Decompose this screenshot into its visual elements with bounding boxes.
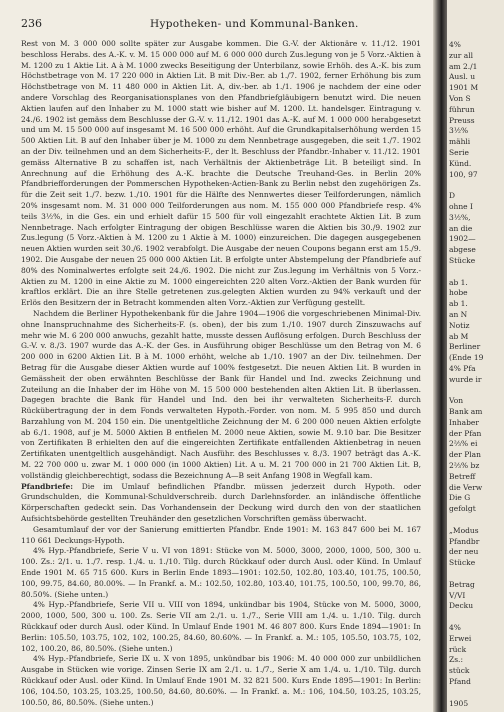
facing-page-line: 4% <box>449 40 461 49</box>
facing-page-line: 3½% <box>449 126 469 136</box>
facing-page-line: gefolgt <box>449 504 476 514</box>
facing-page-line: ab M <box>449 331 469 341</box>
facing-page-line: Von S <box>449 93 471 103</box>
section-label: Pfandbriefe: <box>21 481 74 491</box>
facing-page-line: die Verw <box>449 482 483 492</box>
page-header <box>0 17 433 31</box>
paragraph: Gesamtumlauf der vor der Sanierung emittierten Pfandbr. Ende 1901: M. 163 847 600 bei M. 167 110 661 Deckungs-Hypoth. <box>21 524 421 545</box>
paragraph: Nachdem die Berliner Hypothekenbank für die Jahre 1904—1906 die vorgeschriebenen Minimal-Div. ohne Inanspruchnahme des Sicherheits-F. (s. oben), der bis zum 1./10. 1907 durch Zinszuwachs auf mehr wie M. 6 200 000 anwuchs, gezahlt hatte, musste dessen Auflösung erfolgen. Durch Beschluss der G.-V. v. 8./3. 1907 wurde das A.-K. der Ges. in Ausführung obiger Beschlüsse um den Betrag von M. 6 200 000 in 6200 Aktien Lit. B à M. 1000 erhöht, welche ab 1./10. 1907 an der Div. teilnehmen. Der Betrag für die Ausgabe dieser Aktien wurde auf 100% festgesetzt. Die neuen Aktien Lit. B wurden in Gemässheit der oben erwähnten Beschlüsse der Bank für Handel und Ind. zwecks Zeichnung und Zuteilung an die Inhaber der im Höhe von M. 15 500 000 bestehenden alten Aktien Lit. B überlassen. Dagegen brachte die Bank für Handel und Ind. den bei ihr verwalteten Sicherheits-F. durch Rückübertragung der in dem Fonds verwalteten Hypoth.-Forder. von nom. M. 5 995 850 und durch Barzahlung von M. 204 150 ein. Die unentgeltliche Zeichnung der M. 6 200 000 neuen Aktien erfolgte ab 6./1. 1908, auf je M. 5000 Aktien B entfielen M. 2000 neue Aktien, sowie M. 9.10 bar. Die Besitzer von Zertifikaten B erhielten den auf die eingereichten Zertifikate entfallenden Aktienbetrag in neuen Zertifikaten unentgeltlich ausgehändigt. Nach Ausführ. des Beschlusses v. 8./3. 1907 beträgt das A.-K. M. 22 700 000 u. zwar M. 1 000 000 (in 1000 Aktien) Lit. A u. M. 21 700 000 in 21 700 Aktien Lit. B, vollständig gleichberechtigt, sodass die Bezeichnung A—B seit Anfang 1908 in Wegfall kam. <box>21 308 421 480</box>
facing-page-line: V/VI <box>449 590 466 600</box>
facing-page-line: D <box>449 191 456 201</box>
paragraph-text: Die im Umlauf befindlichen Pfandbr. müssen jederzeit durch Hypoth. oder Grundschulden, die Kommunal-Schuldverschreib. durch Darlehnsforder. an inländische öffentliche Körperschaften gedeckt sein. Das Vorhandensein der Deckung wird durch den von der staatlichen Aufsichtsbehörde gestellten Treuhänder den gesetzlichen Vorschriften gemäss überwacht. <box>21 481 421 524</box>
facing-page-line: Bank am <box>449 407 483 417</box>
facing-page-line: ab 1. <box>449 299 468 309</box>
paragraph-pfandbriefe <box>21 482 421 525</box>
facing-page-line <box>447 386 504 397</box>
facing-page-line: der Plan <box>449 450 481 460</box>
facing-page-line: Von <box>449 396 464 406</box>
paragraph: 4% Hyp.-Pfandbriefe, Serie VII u. VIII von 1894, unkündbar bis 1904, Stücke von M. 5000, 3000, 2000, 1000, 500, 300 u. 100. Zs. Serie VII am 2./1. u. 1./7., Serie VIII am 1./4. u. 1./10. Tilg. durch Rückkauf oder durch Ausl. oder Künd. In Umlauf Ende 1901 M. 46 807 800. Kurs Ende 1894—1901: In Berlin: 105.50, 103.75, 102, 102, 100.25, 84.60, 80.60%. — In Frankf. a. M.: 105, 105.50, 103.75, 102, 102, 100.20, 86, 80.50%. (Siehe unten.) <box>21 600 421 653</box>
facing-page-line: Die G <box>449 493 471 503</box>
page-number: 236 <box>21 17 42 30</box>
facing-page-line: (Ende 19 <box>449 353 484 363</box>
facing-page-line: Berliner <box>449 342 481 352</box>
facing-page-line: Erwei <box>449 633 472 643</box>
facing-page-line: Stücke <box>449 558 476 568</box>
facing-page-line <box>447 267 504 278</box>
facing-page-line: Stücke <box>449 255 476 265</box>
facing-page-line: mähli <box>449 137 471 147</box>
facing-page-text <box>447 40 504 709</box>
facing-page-line: an N <box>449 309 468 319</box>
facing-page-line: 4% Pfa <box>449 363 476 373</box>
paragraph: 4% Hyp.-Pfandbriefe, Serie IX u. X von 1895, unkündbar bis 1906: M. 40 000 000 zur unbildlichen Ausgabe in Stücken wie vorige. Zinsen Serie IX am 2./1. u. 1./7., Serie X am 1./4. u. 1./10. Tilg. durch Rückkauf oder Ausl. oder Künd. In Umlauf Ende 1901 M. 32 821 500. Kurs Ende 1895—1901: In Berlin: 106, 104.50, 103.25, 103.25, 100.50, 84.60, 80.60%. — In Frankf. a. M.: 106, 104.50, 103.25, 103.25, 100.50, 86, 80.50%. (Siehe unten.) <box>21 654 421 707</box>
facing-page-line: stück <box>449 666 470 676</box>
facing-page-line: Decku <box>449 601 474 611</box>
facing-page-line <box>447 180 504 191</box>
facing-page-line: wurde ir <box>449 374 482 384</box>
facing-page-line: 100, 97 <box>449 169 478 179</box>
facing-page-line: „Modus <box>449 525 479 535</box>
facing-page-line: 3½%, <box>449 212 471 222</box>
facing-page-line: Serie <box>449 147 469 157</box>
facing-page-line: abgese <box>449 245 476 255</box>
body-text <box>21 39 421 708</box>
facing-page-line: am 2./1 <box>449 61 478 71</box>
facing-page-line: 1902— <box>449 234 476 244</box>
facing-page-line: Pfandbr <box>449 536 480 546</box>
facing-page-line <box>447 688 504 699</box>
facing-page-line <box>447 515 504 526</box>
facing-page-line: Pfand <box>449 677 471 687</box>
book-gutter <box>433 0 447 712</box>
facing-page-line: 1901 M <box>449 83 479 93</box>
facing-page-line: führun <box>449 104 475 114</box>
facing-page-line: Ausl. u <box>449 72 476 82</box>
facing-page-line <box>447 612 504 623</box>
facing-page-line <box>447 569 504 580</box>
facing-page-line: Künd. <box>449 158 472 168</box>
facing-page-line: Notiz <box>449 320 470 330</box>
paragraph: Rest von M. 3 000 000 sollte später zur Ausgabe kommen. Die G.-V. der Aktionäre v. 11./12. 1901 beschloss Herabs. des A.-K. v. M. 15 000 000 auf M. 6 000 000 durch Zus.legung von je 5 Vorz.-Aktien à M. 1200 zu 1 Aktie Lit. A à M. 1000 zwecks Beseitigung der Unterbilanz, sowie Erhöh. des A.-K. bis zum Höchstbetrage von M. 17 220 000 in Aktien Lit. B mit Div.-Ber. ab 1./7. 1902, ferner Erhöhung bis zum Höchstbetrage von M. 11 480 000 in Aktien Lit. A, div.-ber. ab 1./1. 1906 je nachdem der eine oder andere Vorschlag des Reorganisationsplanes von den Pfandbriefgläubigern benutzt wird. Die neuen Aktien laufen auf den Inhaber zu M. 1000 statt wie bisher auf M. 1200. Lt. handelsger. Eintragung v. 24./6. 1902 ist gemäss dem Beschlusse der G.-V. v. 11./12. 1901 das A.-K. auf M. 1 000 000 herabgesetzt und um M. 15 500 000 auf insgesamt M. 16 500 000 erhöht. Auf die Grundkapitalserhöhung werden 15 500 Aktien Lit. B auf den Inhaber über je M. 1000 zu dem Nennbetrage ausgegeben, die seit 1./7. 1902 an der Div. teilnehmen und an dem Sicherheits-F., der lt. Beschluss der Pfandbr.-Inhaber v. 11./12. 1901 gemäss Alternative B zu schaffen ist, nach Verhältnis der Aktienbeträge Lit. B beteiligt sind. In Anrechnung auf die Erhöhung des A.-K. brachte die Deutsche Treuhand-Ges. in Berlin 20% Pfandbriefforderungen der Pommerschen Hypotheken-Actien-Bank zu Berlin nebst den zugehörigen Zs. für die Zeit seit 1./7. bezw. 1./10. 1901 für die Hälfte des Nennwertes dieser Teilforderungen, nämlich 20% insgesamt nom. M. 31 000 000 Teilforderungen aus nom. M. 155 000 000 Pfandbriefe resp. 4% teils 3½%, in die Ges. ein und erhielt dafür 15 500 für voll eingezahlt erachtete Aktien Lit. B zum Nennbetrage. Nach erfolgter Eintragung der obigen Beschlüsse waren die Aktien bis 30./9. 1902 zur Zus.legung (5 Vorz.-Aktien à M. 1200 zu 1 Aktie à M. 1000) einzureichen. Die dagegen ausgegebenen neuen Aktien wurden seit 30./6. 1902 verabfolgt. Die Ausgabe der neuen Coupons begann erst am 15./9. 1902. Die Ausgabe der neuen 25 000 000 Aktien Lit. B erfolgte unter Abstempelung der Pfandbriefe auf 80% des Nominalwertes erfolgte seit 24./6. 1902. Die nicht zur Zus.legung im Verhältnis von 5 Vorz.-Aktien zu M. 1200 in eine Aktie zu M. 1000 eingereichten 220 alten Vorz.-Aktien der Bank wurden für kraftlos erklärt. Die an ihre Stelle getretenen zus.gelegten Aktien wurden zu 94% verkauft und der Erlös den Besitzern der in Betracht kommenden alten Vorz.-Aktien zur Verfügung gestellt. <box>21 39 421 308</box>
facing-page-line: der neu <box>449 547 479 557</box>
facing-page-line: Zs.: <box>449 655 463 665</box>
facing-page-line: Betreff <box>449 471 476 481</box>
facing-page-line: an die <box>449 223 473 233</box>
paragraph: 4% Hyp.-Pfandbriefe, Serie V u. VI von 1891: Stücke von M. 5000, 3000, 2000, 1000, 500, 300 u. 100. Zs.: 2/1. u. 1./7. resp. 1./4. u. 1./10. Tilg. durch Rückkauf oder durch Ausl. oder Künd. In Umlauf Ende 1901 M. 65 715 600. Kurs in Berlin Ende 1893—1901: 102.50, 102.80, 103.40, 101.75, 100.50, 100, 99.75, 84.60, 80.00%. — In Frankf. a. M.: 102.50, 102.80, 103.40, 101.75, 100.50, 100, 99.70, 86, 80.50%. (Siehe unten.) <box>21 546 421 599</box>
facing-page-line: 2⅔% bz <box>449 461 480 471</box>
facing-page-line: 4% <box>449 623 461 633</box>
facing-page-line: Preuss <box>449 115 475 125</box>
facing-page-line: zur all <box>449 50 474 60</box>
facing-page-line: ab 1. <box>449 277 468 287</box>
facing-page-line: hobe <box>449 288 468 298</box>
facing-page-line: Inhaber <box>449 417 479 427</box>
facing-page-line: 2⅔% ei <box>449 439 478 449</box>
facing-page-line: Betrag <box>449 579 475 589</box>
facing-page-line: rück <box>449 644 467 654</box>
facing-page-line: ohne I <box>449 201 473 211</box>
facing-page-edge <box>447 0 504 712</box>
facing-page-line: der Pfan <box>449 428 482 438</box>
running-title: Hypotheken- und Kommunal-Banken. <box>150 18 359 30</box>
facing-page-line: 1905 <box>449 698 469 708</box>
